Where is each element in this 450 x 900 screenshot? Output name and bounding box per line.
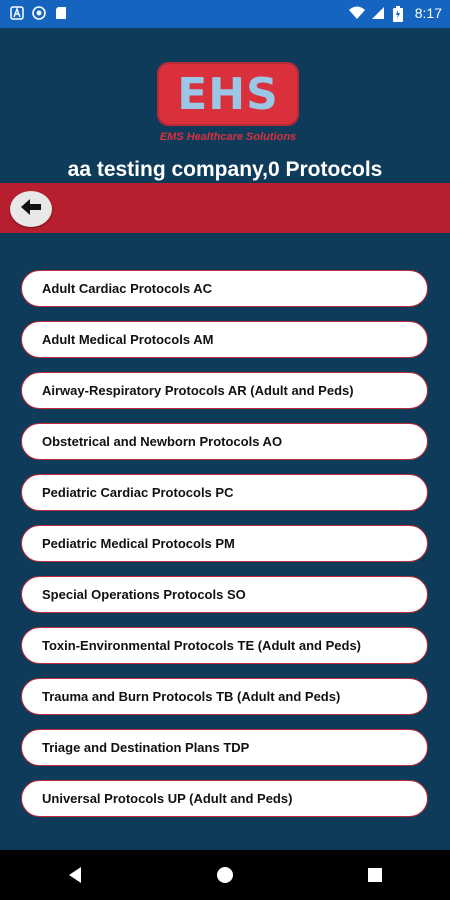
circle-home-icon <box>216 866 234 884</box>
protocol-item[interactable]: Adult Cardiac Protocols AC <box>21 270 428 307</box>
triangle-back-icon <box>67 866 83 884</box>
ehs-logo <box>157 62 299 146</box>
wifi-icon <box>349 6 363 20</box>
protocol-item[interactable]: Adult Medical Protocols AM <box>21 321 428 358</box>
protocol-item[interactable]: Pediatric Cardiac Protocols PC <box>21 474 428 511</box>
battery-icon <box>393 6 407 20</box>
nav-back-button[interactable] <box>45 855 105 895</box>
protocol-item[interactable]: Universal Protocols UP (Adult and Peds) <box>21 780 428 817</box>
protocol-item[interactable]: Trauma and Burn Protocols TB (Adult and Peds) <box>21 678 428 715</box>
logo-subtitle: EMS Healthcare Solutions <box>159 131 297 143</box>
sd-card-icon <box>54 6 68 20</box>
status-time: 8:17 <box>414 5 442 21</box>
navigation-bar <box>0 850 450 900</box>
nav-home-button[interactable] <box>195 855 255 895</box>
nav-recents-button[interactable] <box>345 855 405 895</box>
protocol-item[interactable]: Airway-Respiratory Protocols AR (Adult and Peds) <box>21 372 428 409</box>
square-recents-icon <box>367 867 383 883</box>
protocol-item[interactable]: Special Operations Protocols SO <box>21 576 428 613</box>
signal-icon <box>371 6 385 20</box>
protocol-item[interactable]: Pediatric Medical Protocols PM <box>21 525 428 562</box>
protocol-list <box>21 270 430 831</box>
protocol-item[interactable]: Toxin-Environmental Protocols TE (Adult and Peds) <box>21 627 428 664</box>
back-button[interactable] <box>10 191 52 227</box>
protocol-item[interactable]: Obstetrical and Newborn Protocols AO <box>21 423 428 460</box>
status-bar <box>0 0 450 28</box>
a-icon <box>10 6 24 20</box>
toolbar <box>0 183 450 233</box>
logo-text: EHS <box>177 68 279 120</box>
arrow-left-icon <box>19 197 43 222</box>
page-title: aa testing company,0 Protocols <box>67 158 383 181</box>
logo-box <box>157 62 299 126</box>
circle-icon <box>32 6 46 20</box>
protocol-item[interactable]: Triage and Destination Plans TDP <box>21 729 428 766</box>
